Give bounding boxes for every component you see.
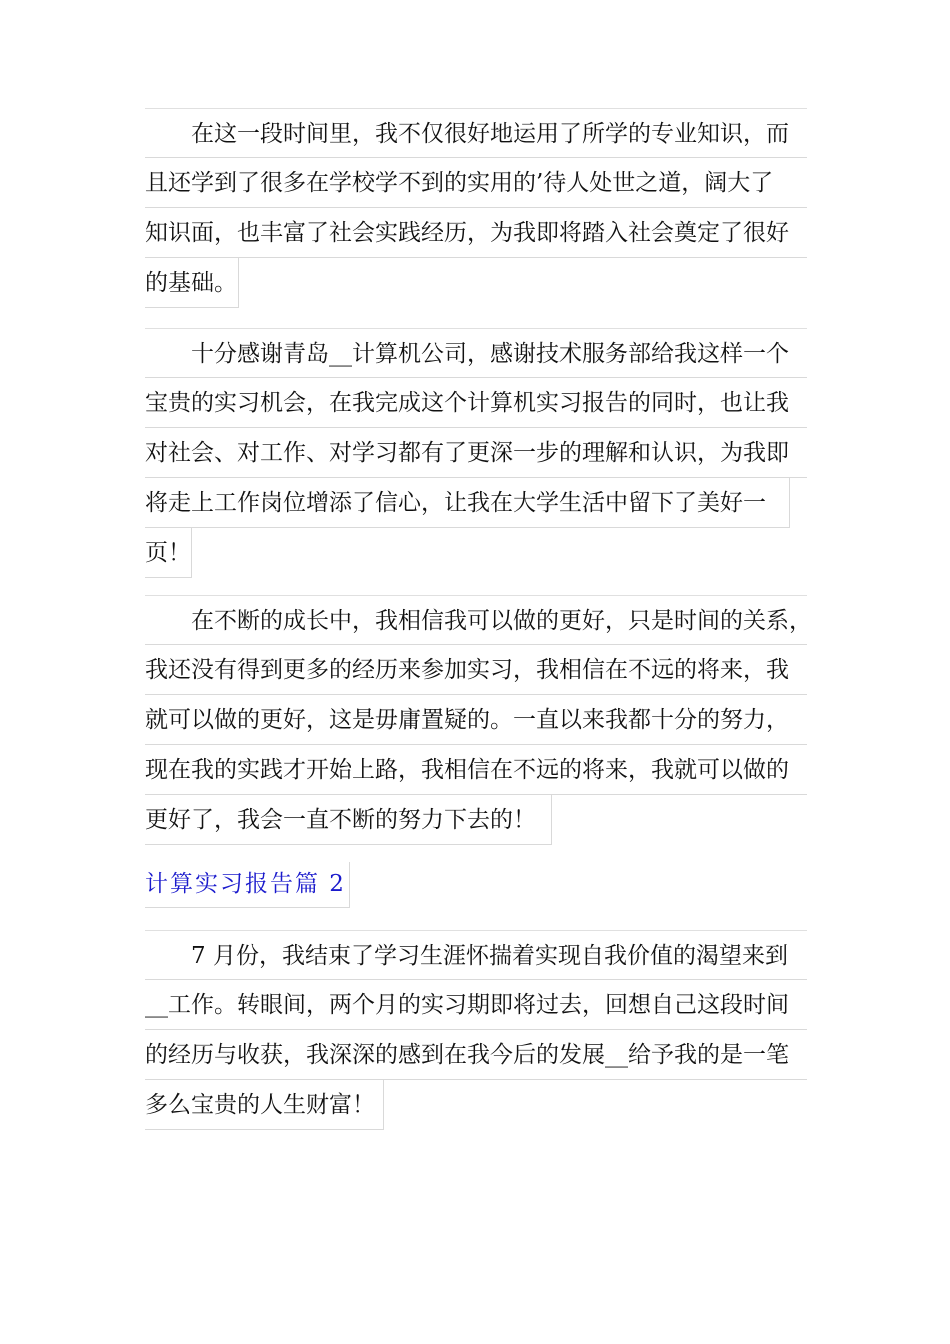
paragraph-2 [145,328,807,578]
text-line: 的经历与收获，我深深的感到在我今后的发展__给予我的是一笔 [145,1030,807,1080]
text-line: 的基础。 [145,258,239,308]
text-line: 将走上工作岗位增添了信心，让我在大学生活中留下了美好一 [145,478,790,528]
text-line: 宝贵的实习机会，在我完成这个计算机实习报告的同时，也让我 [145,378,807,428]
section-heading: 计算实习报告篇 2 [145,862,350,908]
text-line: 在不断的成长中，我相信我可以做的更好，只是时间的关系， [145,595,807,645]
text-line: __工作。转眼间，两个月的实习期即将过去，回想自己这段时间 [145,980,807,1030]
text-line: 页！ [145,528,192,578]
text-line: 在这一段时间里，我不仅很好地运用了所学的专业知识，而 [145,108,807,158]
text-line: 我还没有得到更多的经历来参加实习，我相信在不远的将来，我 [145,645,807,695]
text-line: 知识面，也丰富了社会实践经历，为我即将踏入社会奠定了很好 [145,208,807,258]
text-line: 更好了，我会一直不断的努力下去的！ [145,795,552,845]
text-line: 十分感谢青岛__计算机公司，感谢技术服务部给我这样一个 [145,328,807,378]
text-line: 7 月份，我结束了学习生涯怀揣着实现自我价值的渴望来到 [145,930,807,980]
paragraph-1 [145,108,807,308]
text-line: 就可以做的更好，这是毋庸置疑的。一直以来我都十分的努力， [145,695,807,745]
text-line: 现在我的实践才开始上路，我相信在不远的将来，我就可以做的 [145,745,807,795]
text-line: 多么宝贵的人生财富！ [145,1080,384,1130]
paragraph-3 [145,595,812,845]
text-line: 且还学到了很多在学校学不到的实用的’待人处世之道，阔大了 [145,158,807,208]
text-line: 对社会、对工作、对学习都有了更深一步的理解和认识，为我即 [145,428,807,478]
paragraph-4 [145,930,807,1130]
